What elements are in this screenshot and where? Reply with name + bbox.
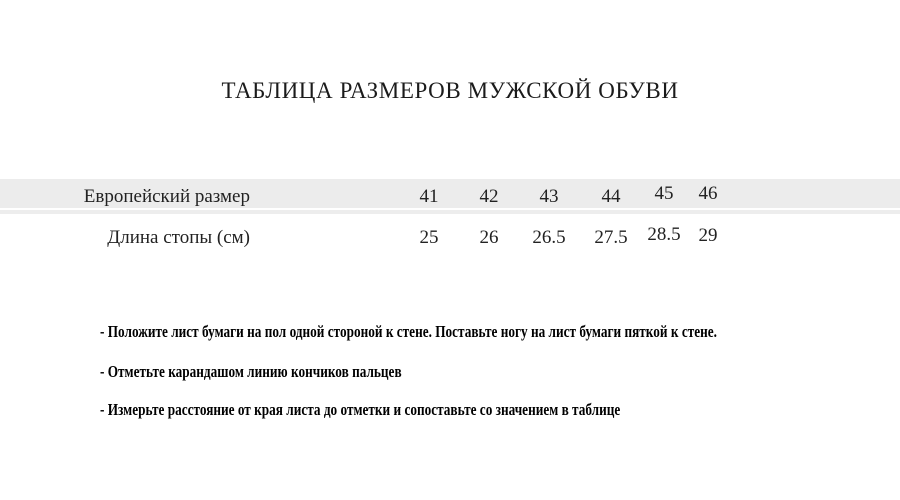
instruction-line: - Отметьте карандашом линию кончиков пальцев [100,362,402,381]
foot-length-cell: 26 [479,227,499,248]
table-row-foot-length [0,224,900,248]
row-label-eu-size: Европейский размер [83,186,250,207]
eu-size-cell: 44 [601,186,621,207]
foot-length-cell: 29 [698,225,718,246]
foot-length-cell: 26.5 [532,227,566,248]
page-title: ТАБЛИЦА РАЗМЕРОВ МУЖСКОЙ ОБУВИ [221,78,679,103]
instruction-line: - Измерьте расстояние от края листа до отметки и сопоставьте со значением в таблице [100,400,621,419]
eu-size-cell: 42 [479,186,499,207]
eu-size-cell: 43 [539,186,559,207]
foot-length-cell: 25 [419,227,439,248]
eu-size-cell: 41 [419,186,439,207]
eu-size-cell: 45 [654,183,674,204]
foot-length-cell: 28.5 [647,224,681,245]
eu-size-cell: 46 [698,183,718,204]
table-header-band-underline [0,210,900,214]
instruction-line: - Положите лист бумаги на пол одной стороной к стене. Поставьте ногу на лист бумаги пяткой к стене. [100,322,717,341]
row-label-foot-length: Длина стопы (см) [107,227,250,248]
table-row-eu-size [0,183,900,207]
foot-length-cell: 27.5 [594,227,628,248]
